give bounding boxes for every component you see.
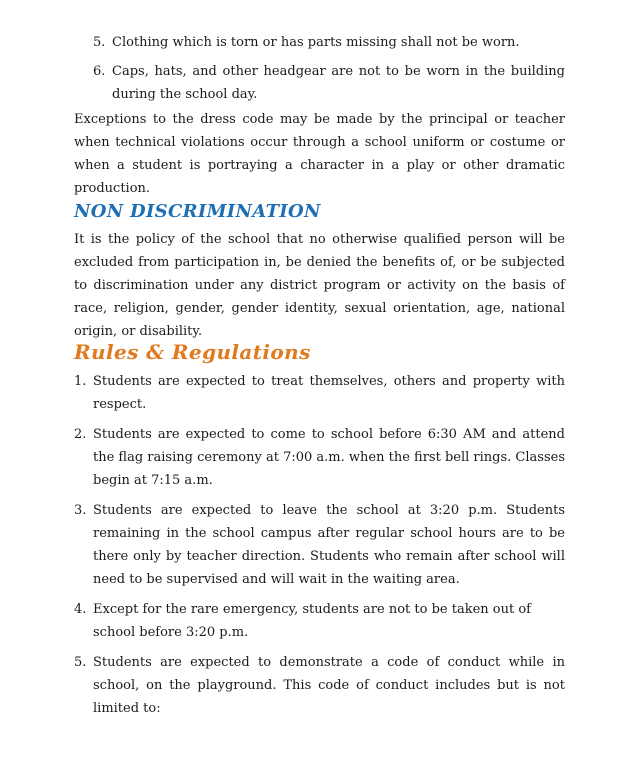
rules-regulations-heading: Rules & Regulations: [74, 340, 311, 364]
list-item: [74, 423, 565, 492]
non-discrimination-heading: NON DISCRIMINATION: [74, 201, 321, 222]
list-item: [93, 60, 565, 106]
list-item-number: 6.: [93, 64, 106, 79]
dress-code-exceptions-paragraph: Exceptions to the dress code may be made by the principal or teacher when technical violations occur through a school uniform or costume or when a student is portraying a character in a play or other dramatic production.: [74, 112, 565, 196]
list-item: [74, 499, 565, 591]
list-item-number: 3.: [74, 503, 87, 518]
list-item-text: Caps, hats, and other headgear are not to be worn in the building during the school day.: [112, 64, 565, 102]
dress-code-list: [93, 31, 565, 106]
list-item-number: 4.: [74, 602, 87, 617]
list-item-text: Students are expected to treat themselves, others and property with respect.: [93, 374, 565, 412]
list-item: [74, 651, 565, 720]
list-item-text: Students are expected to come to school before 6:30 AM and attend the flag raising ceremony at 7:00 a.m. when the first bell rings. Classes begin at 7:15 a.m.: [93, 427, 565, 488]
list-item-text: Students are expected to demonstrate a code of conduct while in school, on the playground. This code of conduct includes but is not limited to:: [93, 655, 565, 716]
list-item: [93, 31, 565, 54]
list-item-number: 2.: [74, 427, 87, 442]
rules-list: [74, 370, 565, 720]
list-item-text: Students are expected to leave the school at 3:20 p.m. Students remaining in the school campus after regular school hours are to be there only by teacher direction. Students who remain after school will need to be supervised and will wait in the waiting area.: [93, 503, 565, 587]
list-item-text: Clothing which is torn or has parts missing shall not be worn.: [112, 35, 520, 50]
list-item: [74, 598, 565, 644]
list-item: [74, 370, 565, 416]
list-item-number: 5.: [93, 35, 106, 50]
list-item-text: Except for the rare emergency, students are not to be taken out of school before 3:20 p.m.: [93, 602, 531, 640]
list-item-number: 1.: [74, 374, 87, 389]
non-discrimination-paragraph: It is the policy of the school that no otherwise qualified person will be excluded from participation in, be denied the benefits of, or be subjected to discrimination under any district program or activity on the basis of race, religion, gender, gender identity, sexual orientation, age, national origin, or disability.: [74, 232, 565, 339]
list-item-number: 5.: [74, 655, 87, 670]
